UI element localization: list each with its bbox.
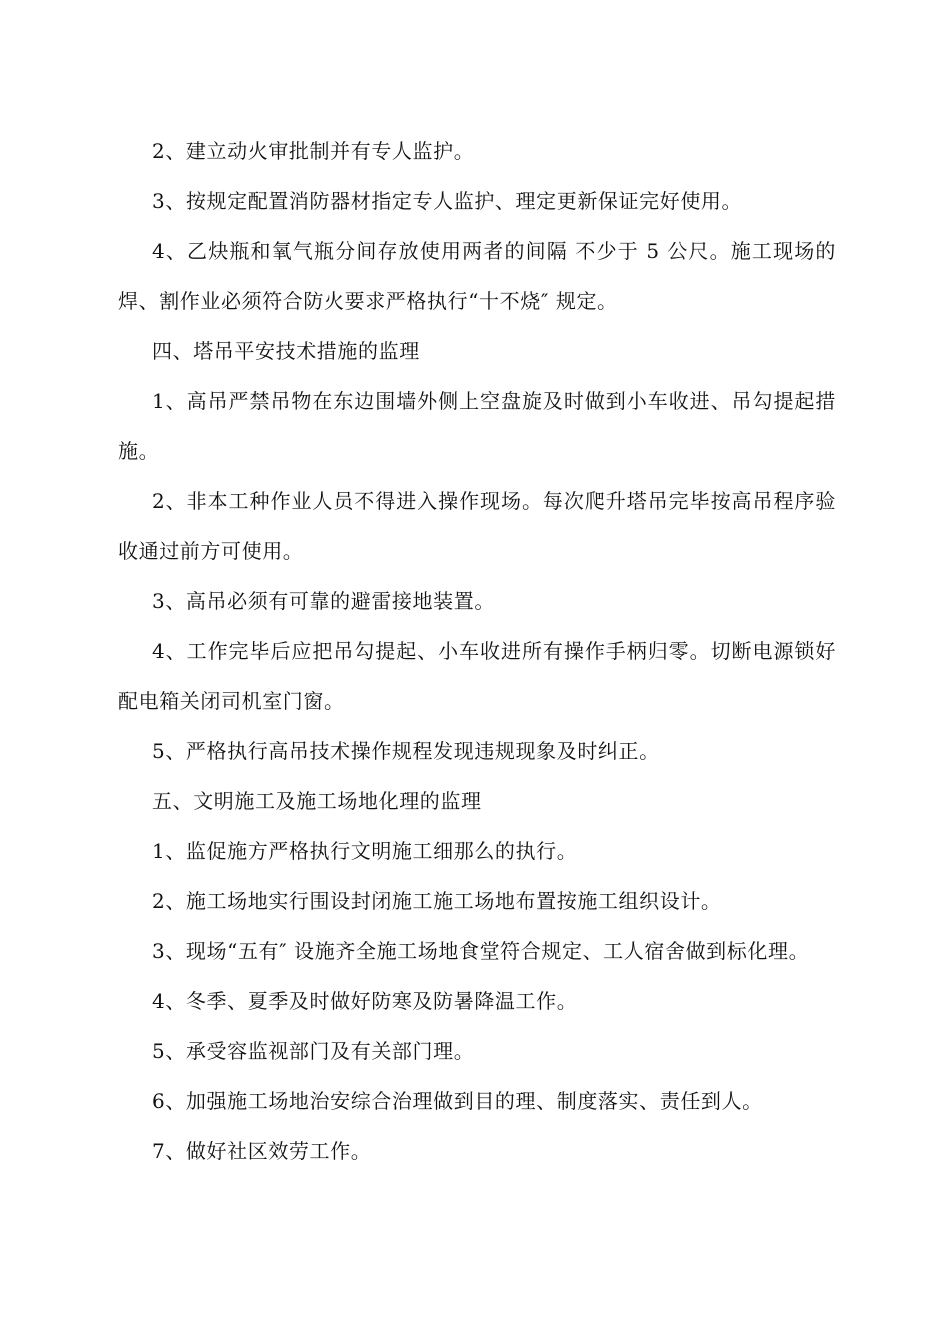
paragraph: 1、高吊严禁吊物在东边围墙外侧上空盘旋及时做到小车收进、吊勾提起措施。: [118, 389, 836, 463]
paragraph: 4、冬季、夏季及时做好防寒及防暑降温工作。: [152, 989, 578, 1013]
paragraph: 2、施工场地实行围设封闭施工施工场地布置按施工组织设计。: [152, 889, 722, 913]
paragraph: 7、做好社区效劳工作。: [152, 1139, 372, 1163]
paragraph: 6、加强施工场地治安综合治理做到目的理、制度落实、责任到人。: [152, 1089, 763, 1113]
paragraph: 3、按规定配置消防器材指定专人监护、理定更新保证完好使用。: [152, 189, 743, 213]
paragraph: 5、承受容监视部门及有关部门理。: [152, 1039, 475, 1063]
section-heading: 四、塔吊平安技术措施的监理: [152, 339, 420, 363]
paragraph: 3、现场“五有″ 设施齐全施工场地食堂符合规定、工人宿舍做到标化理。: [152, 939, 810, 963]
document-body: [118, 126, 836, 1176]
paragraph: 4、工作完毕后应把吊勾提起、小车收进所有操作手柄归零。切断电源锁好配电箱关闭司机室门窗。: [118, 639, 836, 713]
paragraph: 2、建立动火审批制并有专人监护。: [152, 139, 475, 163]
paragraph: 2、非本工种作业人员不得进入操作现场。每次爬升塔吊完毕按高吊程序验收通过前方可使用。: [118, 489, 836, 563]
paragraph: 3、高吊必须有可靠的避雷接地装置。: [152, 589, 495, 613]
paragraph: 5、严格执行高吊技术操作规程发现违规现象及时纠正。: [152, 739, 660, 763]
paragraph: 1、监促施方严格执行文明施工细那么的执行。: [152, 839, 578, 863]
paragraph: 4、乙炔瓶和氧气瓶分间存放使用两者的间隔 不少于 5 公尺。施工现场的焊、割作业必须符合防火要求严格执行“十不烧″ 规定。: [118, 239, 836, 313]
section-heading: 五、文明施工及施工场地化理的监理: [152, 789, 482, 813]
